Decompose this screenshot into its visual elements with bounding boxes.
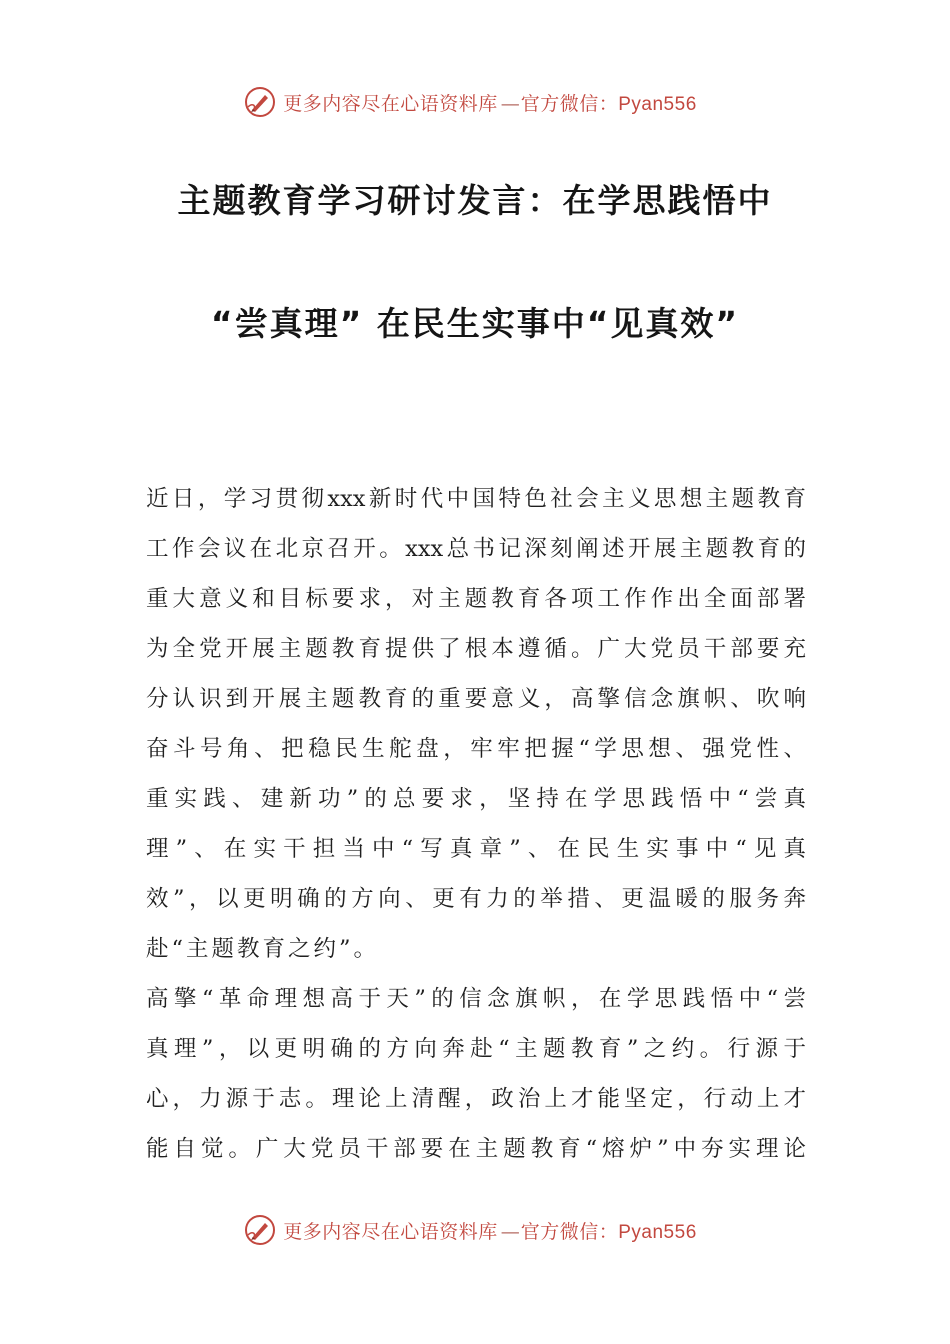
body-line: 真理”，以更明确的方向奔赴“主题教育”之约。行源于 (146, 1036, 806, 1062)
header-watermark (0, 82, 950, 122)
watermark-wechat-id: Pyan556 (618, 93, 697, 115)
body-line: 为全党开展主题教育提供了根本遵循。广大党员干部要充 (146, 636, 806, 662)
document-body (146, 480, 806, 1180)
watermark-slogan: 更多内容尽在心语资料库 (283, 92, 498, 115)
watermark-group (243, 1213, 697, 1247)
footer-watermark (0, 1210, 950, 1250)
body-line: 重大意义和目标要求，对主题教育各项工作作出全面部署 (146, 586, 806, 612)
watermark-wechat-id: Pyan556 (618, 1221, 697, 1243)
watermark-label: 官方微信： (520, 92, 619, 115)
watermark-dash: — (500, 1220, 518, 1243)
watermark-group (243, 85, 697, 119)
body-line: 赴“主题教育之约”。 (146, 936, 380, 962)
body-line: 奋斗号角、把稳民生舵盘，牢牢把握“学思想、强党性、 (146, 736, 806, 762)
body-line: 近日，学习贯彻xxx新时代中国特色社会主义思想主题教育 (146, 486, 806, 512)
body-line: 工作会议在北京召开。xxx总书记深刻阐述开展主题教育的 (146, 536, 806, 562)
body-line: 效”，以更明确的方向、更有力的举措、更温暖的服务奔 (146, 886, 806, 912)
watermark-text (283, 89, 697, 116)
watermark-dash: — (500, 92, 518, 115)
pen-logo-icon (243, 85, 277, 119)
body-line: 高擎“革命理想高于天”的信念旗帜，在学思践悟中“尝 (146, 986, 806, 1012)
body-line: 重实践、建新功”的总要求，坚持在学思践悟中“尝真 (146, 786, 806, 812)
document-title-line2: “尝真理” 在民生实事中“见真效” (210, 304, 740, 343)
pen-logo-icon (243, 1213, 277, 1247)
body-line: 分认识到开展主题教育的重要意义，高擎信念旗帜、吹响 (146, 686, 806, 712)
watermark-label: 官方微信： (520, 1220, 619, 1243)
body-line: 心，力源于志。理论上清醒，政治上才能坚定，行动上才 (146, 1086, 806, 1112)
body-line: 理”、在实干担当中“写真章”、在民生实事中“见真 (146, 836, 806, 862)
body-line: 能自觉。广大党员干部要在主题教育“熔炉”中夯实理论 (146, 1136, 806, 1162)
watermark-slogan: 更多内容尽在心语资料库 (283, 1220, 498, 1243)
watermark-text (283, 1217, 697, 1244)
document-title-line1: 主题教育学习研讨发言：在学思践悟中 (177, 181, 773, 220)
